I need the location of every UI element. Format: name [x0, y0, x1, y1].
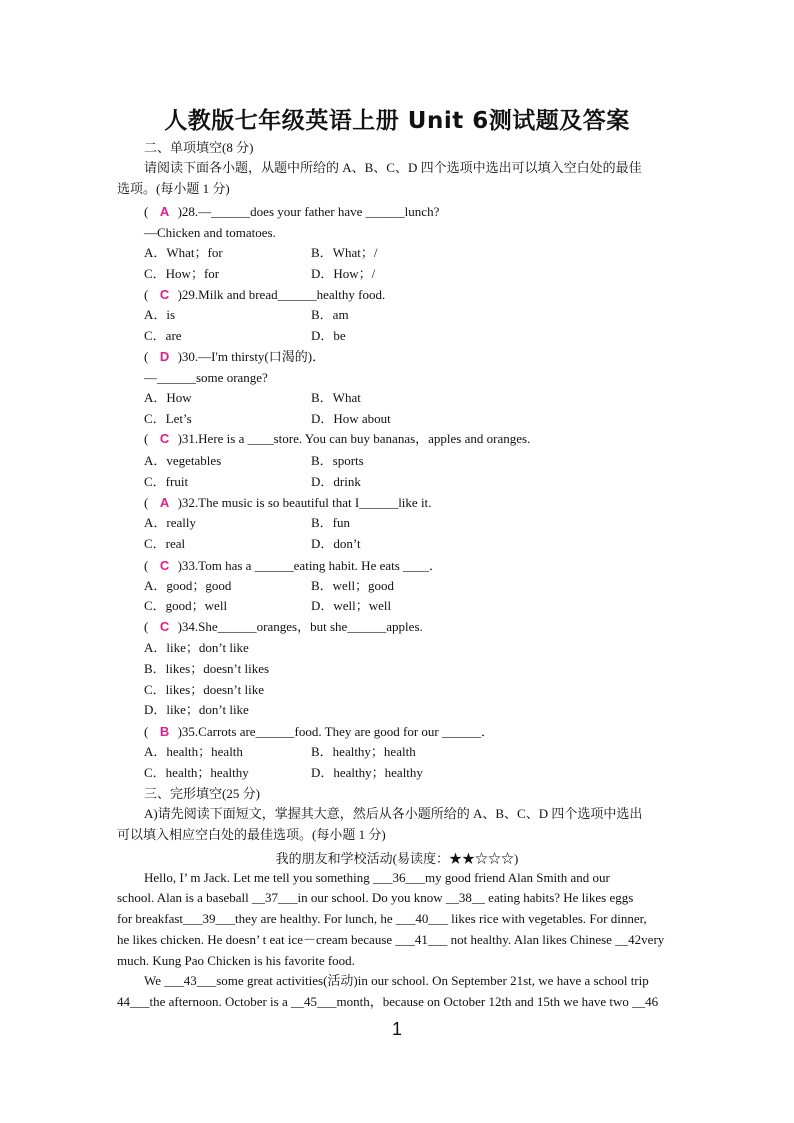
option-b: B．fun	[311, 515, 351, 530]
option-b: B．What；/	[311, 245, 378, 260]
question-stem: )34.She______oranges，but she______apples.	[177, 619, 423, 634]
question-reply: —______some orange?	[144, 370, 268, 385]
passage-line: We ___43___some great activities(活动)in our school. On September 21st, we have a school trip	[144, 973, 649, 988]
option-b: B．sports	[311, 453, 364, 468]
option-d: D．How about	[311, 411, 391, 426]
option-a: A．good；good	[144, 578, 232, 593]
answer-mark: C	[159, 287, 170, 302]
option-a: A．is	[144, 307, 176, 322]
option-b: B．What	[311, 390, 361, 405]
option-b: B．well；good	[311, 578, 395, 593]
option-b: B．likes；doesn’t likes	[144, 661, 270, 676]
passage-line: school. Alan is a baseball __37___in our school. Do you know __38__ eating habits? He likes eggs	[117, 890, 634, 905]
question-stem: )33.Tom has a ______eating habit. He eats ____．	[177, 558, 443, 573]
answer-mark: A	[159, 204, 170, 219]
option-c: C．Let’s	[144, 411, 192, 426]
option-d: D．don’t	[311, 536, 361, 551]
option-a: A．health；health	[144, 744, 243, 759]
passage-line: for breakfast___39___they are healthy. For lunch, he ___40___ likes rice with vegetables. For dinner,	[117, 911, 647, 926]
option-c: C．are	[144, 328, 182, 343]
option-c: C．likes；doesn’t like	[144, 682, 265, 697]
question-stem: )35.Carrots are______food. They are good for our ______．	[177, 724, 494, 739]
question-35: ( B )35.Carrots are______food. They are good for our ______．	[144, 724, 494, 739]
question-32: ( A )32.The music is so beautiful that I______like it.	[144, 495, 432, 510]
passage-line: Hello, I’ m Jack. Let me tell you something ___36___my good friend Alan Smith and our	[144, 870, 610, 885]
question-28: ( A )28.—______does your father have ______lunch?	[144, 204, 440, 219]
option-a: A．What；for	[144, 245, 223, 260]
instruction-line: 选项。(每小题 1 分)	[117, 181, 230, 196]
section-heading: 三、完形填空(25 分)	[144, 786, 260, 801]
question-29: ( C )29.Milk and bread______healthy food.	[144, 287, 386, 302]
question-30: ( D )30.—I'm thirsty(口渴的)．	[144, 349, 326, 364]
option-d: D．like；don’t like	[144, 702, 249, 717]
option-a: A．How	[144, 390, 192, 405]
passage-title: 我的朋友和学校活动(易读度：★★☆☆☆)	[275, 851, 519, 866]
option-a: A．like；don’t like	[144, 640, 249, 655]
page-number: 1	[391, 1019, 402, 1039]
question-34: ( C )34.She______oranges，but she______apples.	[144, 619, 423, 634]
section-heading: 二、单项填空(8 分)	[144, 140, 254, 155]
passage-line: he likes chicken. He doesn’ t eat ice－cream because ___41___ not healthy. Alan likes Chinese __42very	[117, 932, 665, 947]
instruction-line: A)请先阅读下面短文，掌握其大意，然后从各小题所给的 A、B、C、D 四个选项中选出	[144, 806, 643, 821]
instruction-line: 请阅读下面各小题，从题中所给的 A、B、C、D 四个选项中选出可以填入空白处的最佳	[144, 160, 642, 175]
option-a: A．really	[144, 515, 196, 530]
answer-mark: C	[159, 431, 170, 446]
question-stem: )28.—______does your father have ______lunch?	[177, 204, 440, 219]
answer-mark: A	[159, 495, 170, 510]
option-d: D．well；well	[311, 598, 392, 613]
instruction-line: 可以填入相应空白处的最佳选项。(每小题 1 分)	[117, 827, 386, 842]
option-d: D．healthy；healthy	[311, 765, 423, 780]
passage-line: 44___the afternoon. October is a __45___month，because on October 12th and 15th we have two __46	[117, 994, 659, 1009]
option-d: D．be	[311, 328, 346, 343]
question-stem: )30.—I'm thirsty(口渴的)．	[177, 349, 326, 364]
option-d: D．How；/	[311, 266, 376, 281]
passage-line: much. Kung Pao Chicken is his favorite food.	[117, 953, 355, 968]
question-stem: )31.Here is a ____store. You can buy bananas，apples and oranges.	[177, 431, 531, 446]
option-c: C．real	[144, 536, 186, 551]
option-b: B．healthy；health	[311, 744, 416, 759]
question-stem: )32.The music is so beautiful that I______like it.	[177, 495, 432, 510]
answer-mark: C	[159, 558, 170, 573]
question-31: ( C )31.Here is a ____store. You can buy bananas，apples and oranges.	[144, 431, 531, 446]
option-b: B．am	[311, 307, 349, 322]
answer-mark: C	[159, 619, 170, 634]
option-c: C．fruit	[144, 474, 189, 489]
answer-mark: B	[159, 724, 170, 739]
option-d: D．drink	[311, 474, 361, 489]
page-title: 人教版七年级英语上册 Unit 6测试题及答案	[164, 108, 630, 134]
answer-mark: D	[159, 349, 170, 364]
question-stem: )29.Milk and bread______healthy food.	[177, 287, 386, 302]
option-a: A．vegetables	[144, 453, 222, 468]
option-c: C．good；well	[144, 598, 228, 613]
question-33: ( C )33.Tom has a ______eating habit. He eats ____．	[144, 558, 443, 573]
option-c: C．health；healthy	[144, 765, 249, 780]
question-reply: —Chicken and tomatoes.	[144, 225, 276, 240]
option-c: C．How；for	[144, 266, 220, 281]
